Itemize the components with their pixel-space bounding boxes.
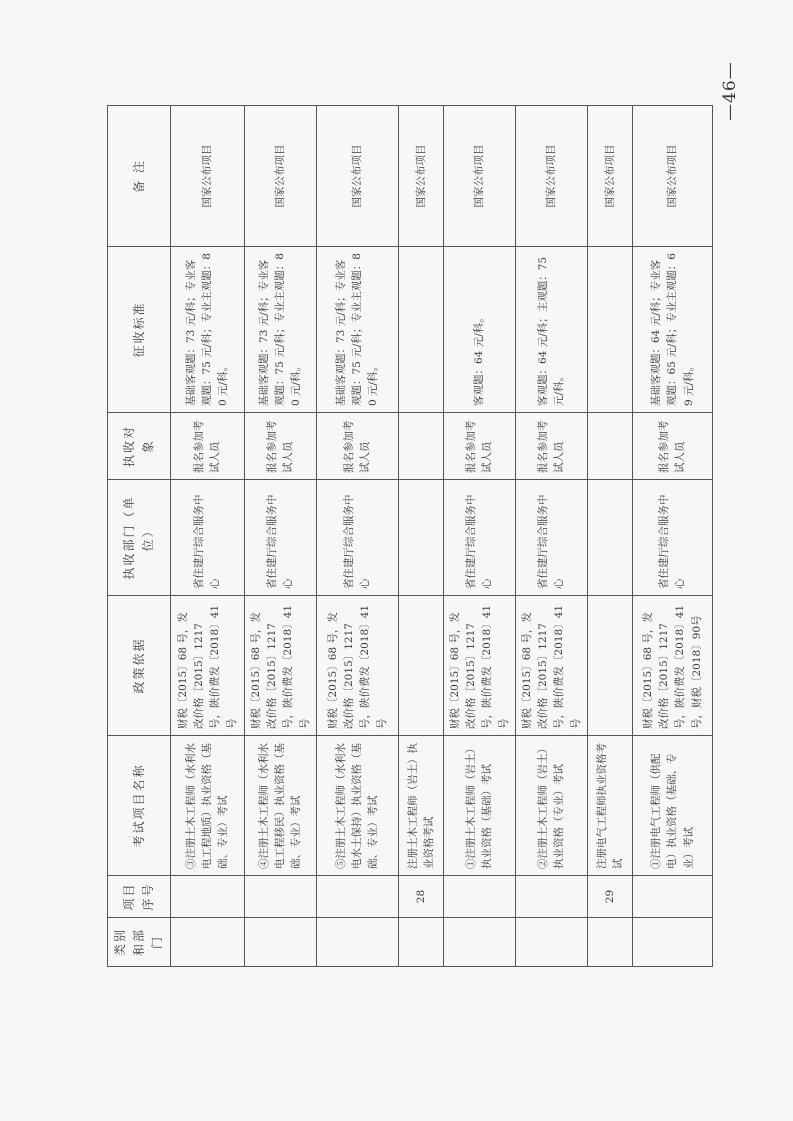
cell-standard: 基础客观题：73 元/科；专业客观题：75 元/科；专业主观题：80 元/科。 <box>244 247 316 413</box>
cell-note: 国家公布项目 <box>443 106 515 247</box>
header-note: 备 注 <box>108 106 171 247</box>
cell-name: ③注册土木工程师（水利水电工程地质）执业资格（基础、专业）考试 <box>170 736 244 876</box>
cell-note: 国家公布项目 <box>515 106 587 247</box>
cell-basis <box>398 596 443 736</box>
cell-name: ②注册土木工程师（岩土）执业资格（专业）考试 <box>515 736 587 876</box>
header-name: 考试项目名称 <box>108 736 171 876</box>
cell-basis: 财税〔2015〕68 号，发改价格〔2015〕1217 号，陕价费发〔2018〕41号 <box>443 596 515 736</box>
cell-seq <box>632 876 712 918</box>
cell-dept: 省住建厅综合服务中心 <box>316 480 398 596</box>
cell-target: 报名参加考试人员 <box>316 413 398 480</box>
header-seq: 项目序号 <box>108 876 171 918</box>
cell-seq <box>515 876 587 918</box>
cell-dept: 省住建厅综合服务中心 <box>443 480 515 596</box>
cell-note: 国家公布项目 <box>632 106 712 247</box>
header-category: 类别和部门 <box>108 918 171 967</box>
cell-seq: 28 <box>398 876 443 918</box>
cell-standard: 客观题：64 元/科；主观题：75 元/科。 <box>515 247 587 413</box>
cell-target: 报名参加考试人员 <box>515 413 587 480</box>
cell-standard: 基础客观题：73 元/科；专业客观题：75 元/科；专业主观题：80 元/科。 <box>170 247 244 413</box>
cell-target: 报名参加考试人员 <box>170 413 244 480</box>
cell-dept: 省住建厅综合服务中心 <box>170 480 244 596</box>
table-row <box>587 106 632 967</box>
cell-category <box>632 918 712 967</box>
cell-basis: 财税〔2015〕68 号，发改价格〔2015〕1217 号，陕价费发〔2018〕41号 <box>244 596 316 736</box>
cell-seq <box>316 876 398 918</box>
cell-target: 报名参加考试人员 <box>632 413 712 480</box>
cell-note: 国家公布项目 <box>316 106 398 247</box>
cell-name: 注册电气工程师执业资格考试 <box>587 736 632 876</box>
cell-standard: 基础客观题：73 元/科；专业客观题：75 元/科；专业主观题：80 元/科。 <box>316 247 398 413</box>
cell-category <box>443 918 515 967</box>
cell-seq <box>244 876 316 918</box>
cell-note: 国家公布项目 <box>170 106 244 247</box>
table-header-row <box>108 106 171 967</box>
table-row <box>316 106 398 967</box>
table-row <box>398 106 443 967</box>
header-dept: 执收部门（单位） <box>108 480 171 596</box>
cell-standard <box>398 247 443 413</box>
cell-seq <box>443 876 515 918</box>
cell-dept: 省住建厅综合服务中心 <box>244 480 316 596</box>
cell-dept <box>587 480 632 596</box>
cell-note: 国家公布项目 <box>244 106 316 247</box>
cell-standard: 基础客观题：64 元/科；专业客观题：65 元/科；专业主观题：69 元/科。 <box>632 247 712 413</box>
cell-dept: 省住建厅综合服务中心 <box>632 480 712 596</box>
cell-target <box>587 413 632 480</box>
header-basis: 政策依据 <box>108 596 171 736</box>
table-row <box>170 106 244 967</box>
table-row <box>515 106 587 967</box>
cell-name: ①注册电气工程师（供配电）执业资格（基础、专业）考试 <box>632 736 712 876</box>
cell-basis: 财税〔2015〕68 号，发改价格〔2015〕1217 号，陕价费发〔2018〕41号 <box>316 596 398 736</box>
cell-basis: 财税〔2015〕68 号，发改价格〔2015〕1217 号，陕价费发〔2018〕41号 <box>515 596 587 736</box>
table-row <box>632 106 712 967</box>
cell-category <box>398 918 443 967</box>
cell-category <box>316 918 398 967</box>
header-standard: 征收标准 <box>108 247 171 413</box>
cell-dept <box>398 480 443 596</box>
cell-category <box>170 918 244 967</box>
page-number: —46— <box>720 61 740 121</box>
cell-category <box>244 918 316 967</box>
cell-note: 国家公布项目 <box>587 106 632 247</box>
cell-basis: 财税〔2015〕68 号，发改价格〔2015〕1217 号，陕价费发〔2018〕41号，财税〔2018〕90号 <box>632 596 712 736</box>
cell-target: 报名参加考试人员 <box>443 413 515 480</box>
cell-name: 注册土木工程师（岩土）执业资格考试 <box>398 736 443 876</box>
cell-target <box>398 413 443 480</box>
cell-basis <box>587 596 632 736</box>
cell-category <box>515 918 587 967</box>
cell-name: ④注册土木工程师（水利水电工程移民）执业资格（基础、专业）考试 <box>244 736 316 876</box>
table-row <box>443 106 515 967</box>
cell-seq: 29 <box>587 876 632 918</box>
cell-name: ①注册土木工程师（岩土）执业资格（基础）考试 <box>443 736 515 876</box>
header-target: 执收对象 <box>108 413 171 480</box>
cell-standard: 客观题：64 元/科。 <box>443 247 515 413</box>
cell-seq <box>170 876 244 918</box>
cell-basis: 财税〔2015〕68 号，发改价格〔2015〕1217 号，陕价费发〔2018〕41号 <box>170 596 244 736</box>
fee-table <box>107 105 713 967</box>
cell-dept: 省住建厅综合服务中心 <box>515 480 587 596</box>
cell-target: 报名参加考试人员 <box>244 413 316 480</box>
table-row <box>244 106 316 967</box>
cell-name: ⑤注册土木工程师（水利水电水土保持）执业资格（基础、专业）考试 <box>316 736 398 876</box>
cell-category <box>587 918 632 967</box>
cell-note: 国家公布项目 <box>398 106 443 247</box>
cell-standard <box>587 247 632 413</box>
